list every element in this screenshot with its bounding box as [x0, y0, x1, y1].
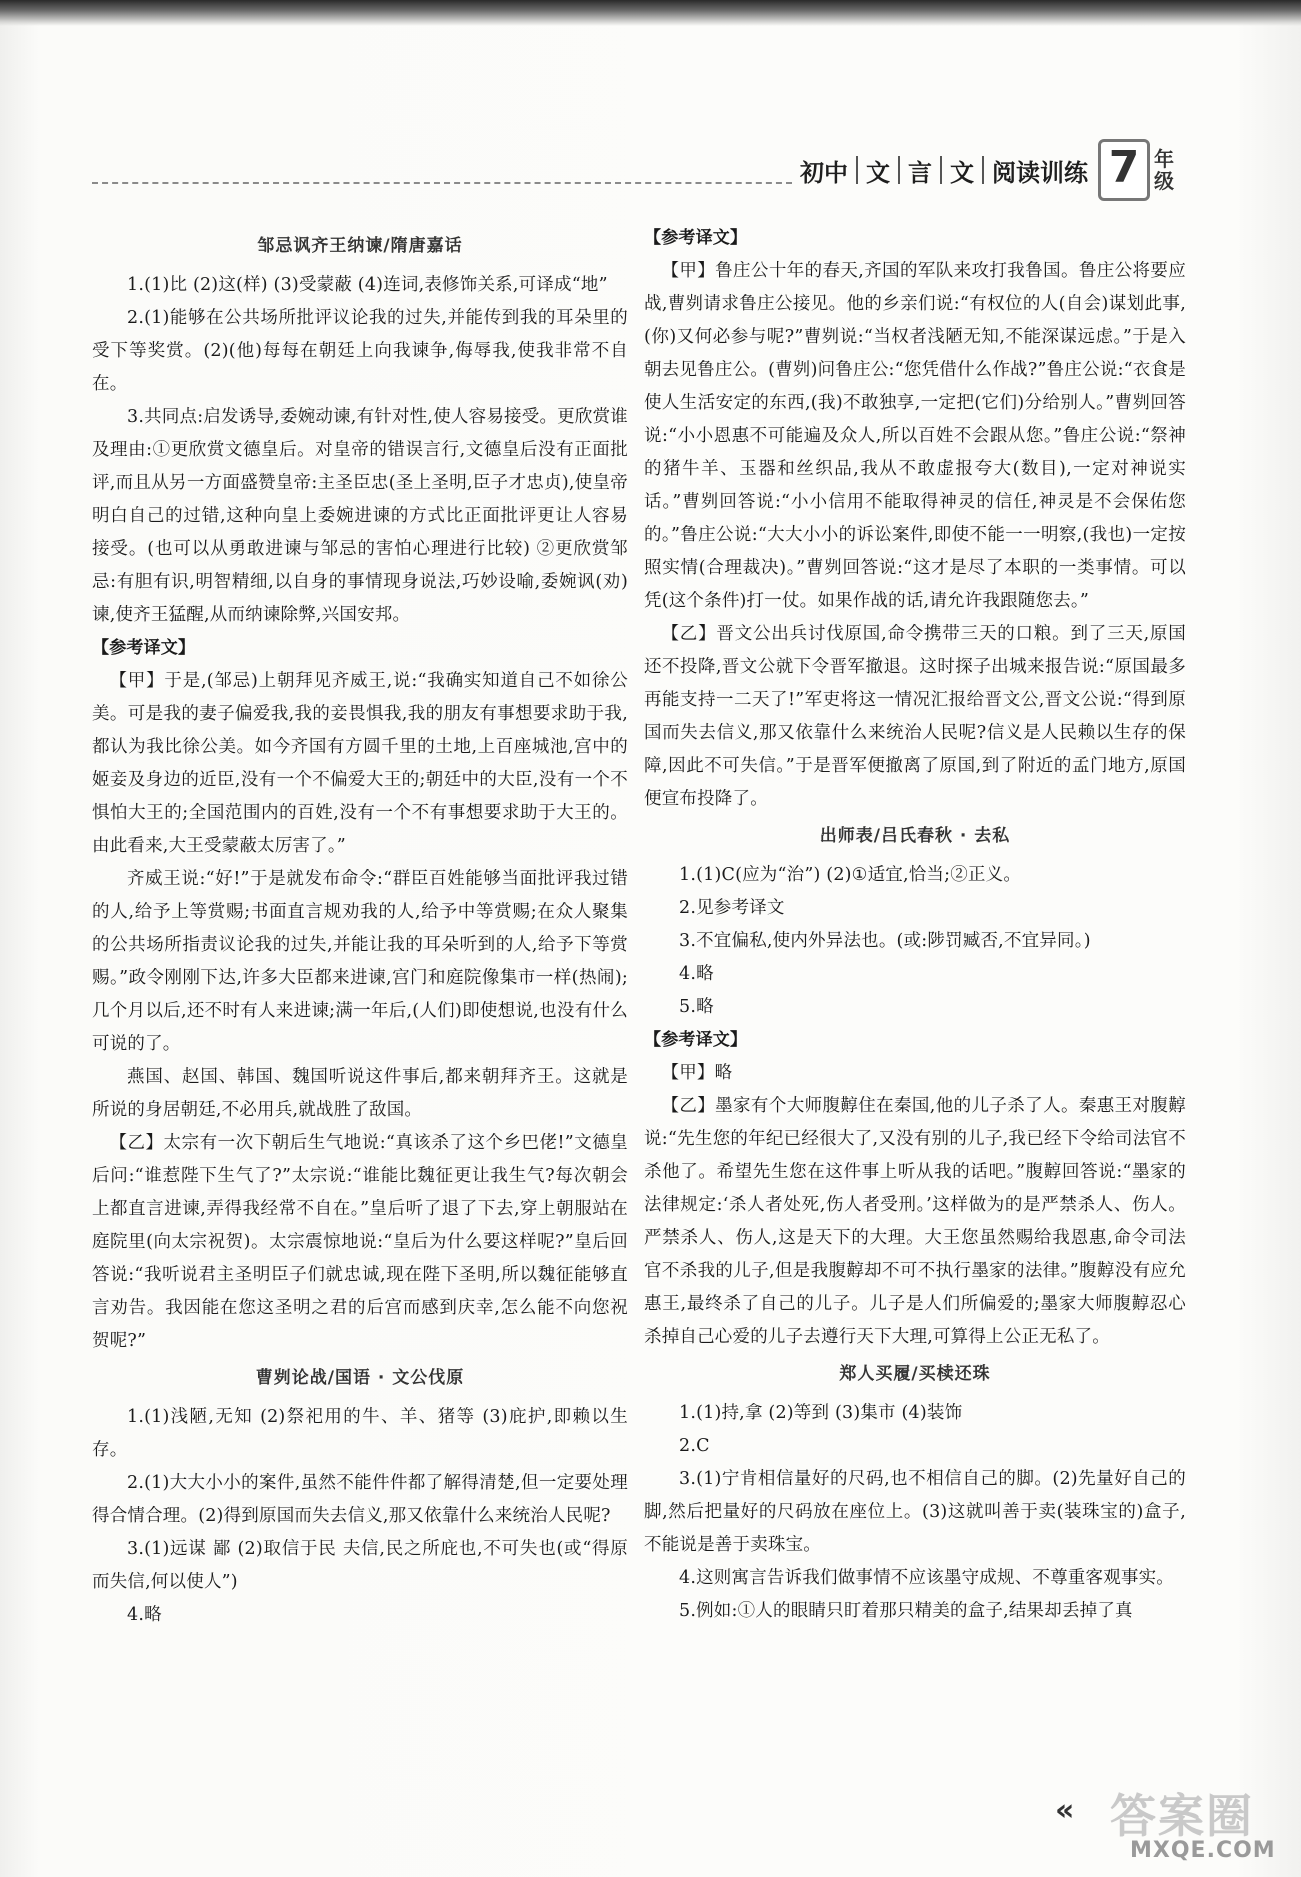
answer-item: 5.例如:①人的眼睛只盯着那只精美的盒子,结果却丢掉了真 [679, 1601, 1133, 1621]
answer-item: 2.见参考译文 [679, 898, 785, 918]
header-dashed-rule [92, 182, 792, 184]
translation-paragraph: 【甲】略 [661, 1063, 733, 1083]
reference-translation-label: 【参考译文】 [644, 228, 748, 248]
header-separator [940, 156, 942, 184]
answer-item: 1.(1)C(应为“治”) (2)①适宜,恰当;②正义。 [679, 865, 1022, 885]
header-subject: 阅读训练 [992, 158, 1088, 187]
header-char-2: 言 [908, 158, 932, 187]
answer-item: 1.(1)持,拿 (2)等到 (3)集市 (4)装饰 [679, 1403, 963, 1423]
answer-item: 1.(1)比 (2)这(样) (3)受蒙蔽 (4)连词,表修饰关系,可译成“地” [127, 275, 608, 295]
header-level: 初中 [800, 158, 848, 187]
page-arrows-icon: « [1055, 1793, 1075, 1828]
answer-item: 5.略 [679, 997, 714, 1017]
grade-label [1154, 148, 1174, 192]
answer-item: 3.不宜偏私,使内外异法也。(或:陟罚臧否,不宜异同。) [679, 931, 1091, 951]
left-column [92, 226, 628, 1632]
watermark-logo [1110, 1780, 1290, 1872]
scan-top-edge [0, 0, 1301, 26]
translation-paragraph: 齐威王说:“好!”于是就发布命令:“群臣百姓能够当面批评我过错的人,给予上等赏赐;书面直言规劝我的人,给予中等赏赐;在众人聚集的公共场所指责议论我的过失,并能让我的耳朵听到的人,给予下等赏赐。”政令刚刚下达,许多大臣都来进谏,宫门和庭院像集市一样(热闹);几个月以后,还不时有人来进谏;满一年后,(人们)即使想说,也没有什么可说的了。 [92, 869, 628, 1054]
answer-item: 2.C [679, 1436, 710, 1456]
reference-translation-label: 【参考译文】 [92, 638, 196, 658]
grade-char-1: 年 [1154, 147, 1174, 171]
answer-item: 3.共同点:启发诱导,委婉动谏,有针对性,使人容易接受。更欣赏谁及理由:①更欣赏文德皇后。对皇帝的错误言行,文德皇后没有正面批评,而且从另一方面盛赞皇帝:主圣臣忠(圣上圣明,臣子才忠贞),使皇帝明白自己的过错,这种向皇上委婉进谏的方式比正面批评更让人容易接受。(也可以从勇敢进谏与邹忌的害怕心理进行比较) ②更欣赏邹忌:有胆有识,明智精细,以自身的事情现身说法,巧妙设喻,委婉讽(劝)谏,使齐王猛醒,从而纳谏除弊,兴国安邦。 [92, 407, 628, 625]
translation-paragraph: 【乙】太宗有一次下朝后生气地说:“真该杀了这个乡巴佬!”文德皇后问:“谁惹陛下生气了?”太宗说:“谁能比魏征更让我生气?每次朝会上都直言进谏,弄得我经常不自在。”皇后听了退了下去,穿上朝服站在庭院里(向太宗祝贺)。太宗震惊地说:“皇后为什么要这样呢?”皇后回答说:“我听说君主圣明臣子们就忠诚,现在陛下圣明,所以魏征能够直言劝告。我因能在您这圣明之君的后宫而感到庆幸,怎么能不向您祝贺呢?” [92, 1133, 628, 1351]
header-separator [982, 156, 984, 184]
header-char-1: 文 [866, 158, 890, 187]
section-title: 郑人买履/买椟还珠 [839, 1364, 991, 1384]
watermark-url: MXQE.COM [1130, 1838, 1276, 1863]
translation-paragraph: 【乙】晋文公出兵讨伐原国,命令携带三天的口粮。到了三天,原国还不投降,晋文公就下令晋军撤退。这时探子出城来报告说:“原国最多再能支持一二天了!”军吏将这一情况汇报给晋文公,晋文公说:“得到原国而失去信义,那又依靠什么来统治人民呢?信义是人民赖以生存的保障,因此不可失信。”于是晋军便撤离了原国,到了附近的孟门地方,原国便宣布投降了。 [644, 624, 1186, 809]
reference-translation-label: 【参考译文】 [644, 1030, 748, 1050]
right-column [644, 222, 1186, 1628]
grade-char-2: 级 [1154, 169, 1174, 193]
answer-item: 2.(1)能够在公共场所批评议论我的过失,并能传到我的耳朵里的受下等奖赏。(2)(他)每每在朝廷上向我谏争,侮辱我,使我非常不自在。 [92, 308, 628, 394]
translation-paragraph: 【乙】墨家有个大师腹䵍住在秦国,他的儿子杀了人。秦惠王对腹䵍说:“先生您的年纪已经很大了,又没有别的儿子,我已经下令给司法官不杀他了。希望先生您在这件事上听从我的话吧。”腹䵍回答说:“墨家的法律规定:‘杀人者处死,伤人者受刑。’这样做为的是严禁杀人、伤人。严禁杀人、伤人,这是天下的大理。大王您虽然赐给我恩惠,命令司法官不杀我的儿子,但是我腹䵍却不可不执行墨家的法律。”腹䵍没有应允惠王,最终杀了自己的儿子。儿子是人们所偏爱的;墨家大师腹䵍忍心杀掉自己心爱的儿子去遵行天下大理,可算得上公正无私了。 [644, 1096, 1186, 1347]
header-separator [898, 156, 900, 184]
answer-item: 3.(1)远谋 鄙 (2)取信于民 夫信,民之所庇也,不可失也(或“得原而失信,何以使人”) [92, 1539, 628, 1592]
answer-item: 4.略 [679, 964, 714, 984]
answer-item: 1.(1)浅陋,无知 (2)祭祀用的牛、羊、猪等 (3)庇护,即赖以生存。 [92, 1407, 628, 1460]
translation-paragraph: 燕国、赵国、韩国、魏国听说这件事后,都来朝拜齐王。这就是所说的身居朝廷,不必用兵,就战胜了敌国。 [92, 1067, 628, 1120]
section-title: 邹忌讽齐王纳谏/隋唐嘉话 [257, 236, 463, 256]
translation-paragraph: 【甲】鲁庄公十年的春天,齐国的军队来攻打我鲁国。鲁庄公将要应战,曹刿请求鲁庄公接见。他的乡亲们说:“有权位的人(自会)谋划此事,(你)又何必参与呢?”曹刿说:“当权者浅陋无知,不能深谋远虑。”于是入朝去见鲁庄公。(曹刿)问鲁庄公:“您凭借什么作战?”鲁庄公说:“衣食是使人生活安定的东西,(我)不敢独享,一定把(它们)分给别人。”曹刿回答说:“小小恩惠不可能遍及众人,所以百姓不会跟从您。”鲁庄公说:“祭神的猪牛羊、玉器和丝织品,我从不敢虚报夸大(数目),一定对神说实话。”曹刿回答说:“小小信用不能取得神灵的信任,神灵是不会保佑您的。”鲁庄公说:“大大小小的诉讼案件,即使不能一一明察,(我也)一定按照实情(合理裁决)。”曹刿回答说:“这才是尽了本职的一类事情。可以凭(这个条件)打一仗。如果作战的话,请允许我跟随您去。” [644, 261, 1186, 611]
grade-number-badge: 7 [1098, 139, 1150, 201]
watermark-text: 答案圈 [1110, 1789, 1254, 1843]
answer-item: 4.这则寓言告诉我们做事情不应该墨守成规、不尊重客观事实。 [679, 1568, 1174, 1588]
translation-paragraph: 【甲】于是,(邹忌)上朝拜见齐威王,说:“我确实知道自己不如徐公美。可是我的妻子偏爱我,我的妾畏惧我,我的朋友有事想要求助于我,都认为我比徐公美。如今齐国有方圆千里的土地,上百座城池,宫中的姬妾及身边的近臣,没有一个不偏爱大王的;朝廷中的大臣,没有一个不惧怕大王的;全国范围内的百姓,没有一个不有事想要求助于大王的。由此看来,大王受蒙蔽太厉害了。” [92, 671, 628, 856]
answer-item: 4.略 [127, 1605, 162, 1625]
answer-item: 2.(1)大大小小的案件,虽然不能件件都了解得清楚,但一定要处理得合情合理。(2)得到原国而失去信义,那又依靠什么来统治人民呢? [92, 1473, 628, 1526]
answer-item: 3.(1)宁肯相信量好的尺码,也不相信自己的脚。(2)先量好自己的脚,然后把量好的尺码放在座位上。(3)这就叫善于卖(装珠宝的)盒子,不能说是善于卖珠宝。 [644, 1469, 1186, 1555]
page-header [800, 140, 1174, 200]
section-title: 出师表/吕氏春秋 · 去私 [819, 826, 1011, 846]
header-separator [856, 156, 858, 184]
section-title: 曹刿论战/国语 · 文公伐原 [255, 1368, 465, 1388]
header-char-3: 文 [950, 158, 974, 187]
